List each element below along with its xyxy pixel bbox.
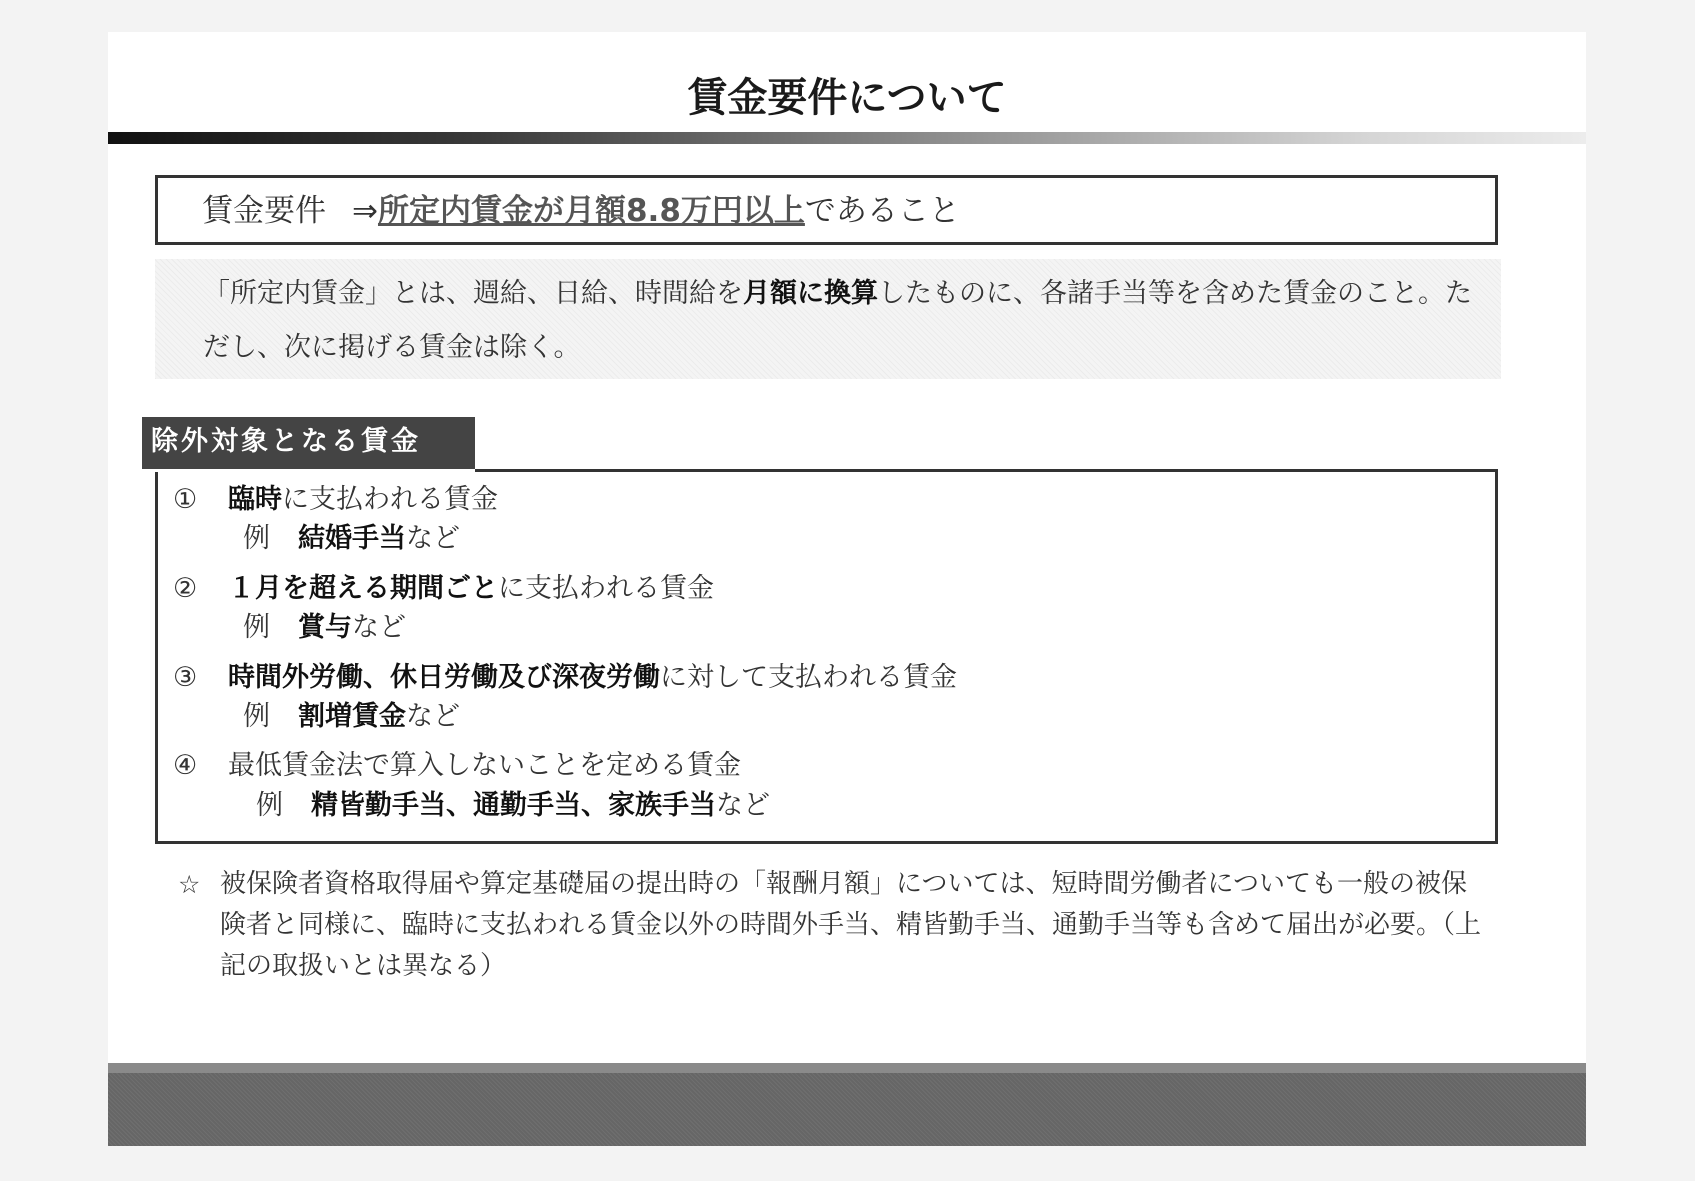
item-bold: １月を超える期間ごと	[228, 573, 498, 604]
example-suffix: など	[352, 612, 406, 643]
item-text: 最低賃金法で算入しないことを定める賃金	[228, 750, 741, 781]
requirement-box	[155, 175, 1498, 245]
item-text: に支払われる賃金	[498, 573, 714, 604]
example-label: 例	[243, 612, 270, 643]
example-bold: 割増賃金	[298, 701, 406, 732]
definition-bold: 月額に換算	[743, 278, 878, 309]
exclusion-item	[173, 477, 498, 516]
item-number: ③	[173, 662, 198, 693]
item-bold: 臨時	[228, 484, 282, 515]
exclusion-example	[243, 516, 460, 555]
item-number: ①	[173, 484, 198, 515]
slide	[108, 32, 1586, 1146]
exclusion-item	[173, 655, 957, 694]
exclusion-example	[243, 694, 460, 733]
footer-bar	[108, 1063, 1586, 1146]
exclusion-label: 除外対象となる賃金	[142, 417, 475, 469]
title-divider	[108, 132, 1586, 144]
item-number: ④	[173, 750, 198, 781]
example-label: 例	[243, 523, 270, 554]
exclusion-item	[173, 566, 714, 605]
requirement-emphasis: 所定内賃金が月額8.8万円以上	[377, 193, 805, 229]
definition-box	[155, 259, 1501, 379]
example-bold: 賞与	[298, 612, 352, 643]
star-icon: ☆	[178, 870, 201, 899]
exclusion-item	[173, 743, 741, 782]
requirement-suffix: であること	[804, 193, 960, 229]
item-text: に支払われる賃金	[282, 484, 498, 515]
item-text: に対して支払われる賃金	[660, 662, 957, 693]
requirement-label: 賃金要件	[202, 193, 326, 229]
example-bold: 精皆勤手当、通勤手当、家族手当	[311, 790, 716, 821]
note-text: 被保険者資格取得届や算定基礎届の提出時の「報酬月額」については、短時間労働者についても一般の被保険者と同様に、臨時に支払われる賃金以外の時間外手当、精皆勤手当、通勤手当等も含めて届出が必要。（上記の取扱いとは異なる）	[220, 869, 1482, 981]
example-label: 例	[256, 790, 283, 821]
definition-part1: 「所定内賃金」とは、週給、日給、時間給を	[203, 278, 743, 309]
example-suffix: など	[716, 790, 770, 821]
example-label: 例	[243, 701, 270, 732]
label-gap	[155, 469, 475, 472]
exclusion-example	[243, 605, 406, 644]
item-bold: 時間外労働、休日労働及び深夜労働	[228, 662, 660, 693]
example-suffix: など	[406, 701, 460, 732]
example-bold: 結婚手当	[298, 523, 406, 554]
page-title: 賃金要件について	[687, 75, 1007, 121]
example-suffix: など	[406, 523, 460, 554]
exclusion-box	[155, 469, 1498, 844]
requirement-arrow: ⇒	[352, 193, 378, 229]
definition-text	[203, 267, 1493, 375]
footer-divider	[108, 1063, 1586, 1073]
exclusion-example	[256, 783, 770, 822]
item-number: ②	[173, 573, 198, 604]
requirement-text	[202, 178, 960, 242]
definition-part2: したものに、各諸手当等を含めた賃金のこと。ただし、次に掲げる賃金は除く。	[203, 278, 1472, 363]
